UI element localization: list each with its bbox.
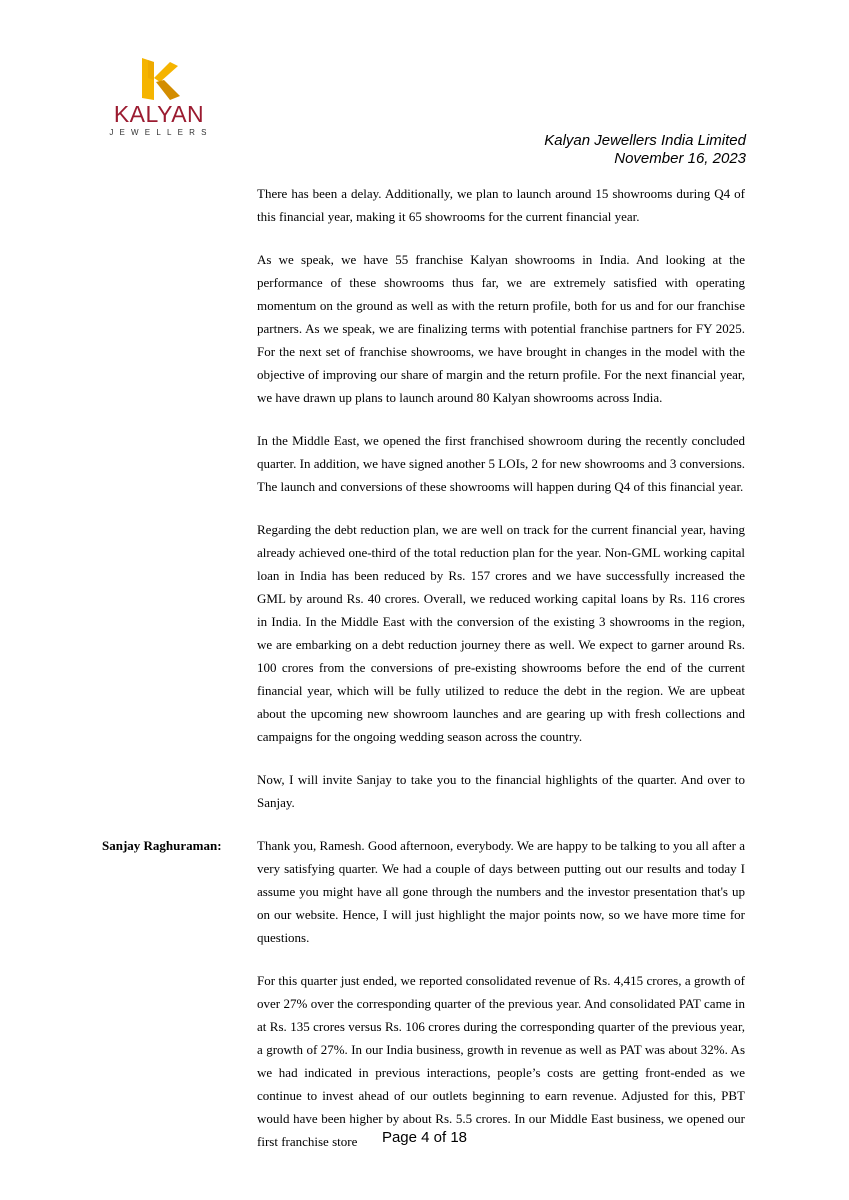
call-date: November 16, 2023 [614, 150, 746, 167]
paragraph: Now, I will invite Sanjay to take you to the financial highlights of the quarter. And over to Sanjay. [257, 772, 745, 810]
kalyan-k-mark-icon [104, 56, 214, 102]
paragraph: Thank you, Ramesh. Good afternoon, everybody. We are happy to be talking to you all after a very satisfying quarter. We had a couple of days between putting out our results and today I assume you might have all gone through the numbers and the investor presentation that's up on our website. Hence, I will just highlight the major points now, so we have more time for questions. [257, 838, 745, 945]
transcript-body [102, 182, 745, 1173]
paragraph: Regarding the debt reduction plan, we are well on track for the current financial year, having already achieved one-third of the total reduction plan for the year. Non-GML working capital loan in India has been reduced by Rs. 157 crores and we have successfully increased the GML by around Rs. 40 crores. Overall, we reduced working capital loans by Rs. 116 crores in India. In the Middle East with the conversion of the existing 3 showrooms in the region, we are embarking on a debt reduction journey there as well. We expect to garner around Rs. 100 crores from the conversions of pre-existing showrooms before the end of the current financial year, which will be fully utilized to reduce the debt in the region. We are upbeat about the upcoming new showroom launches and are gearing up with fresh collections and campaigns for the ongoing wedding season across the country. [257, 522, 745, 744]
speaker-name: Sanjay Raghuraman: [102, 838, 222, 853]
logo-tagline: JEWELLERS [109, 128, 213, 137]
paragraph: For this quarter just ended, we reported consolidated revenue of Rs. 4,415 crores, a growth of over 27% over the corresponding quarter of the previous year. And consolidated PAT came in at Rs. 135 crores versus Rs. 106 crores during the corresponding quarter of the previous year, a growth of 27%. In our India business, growth in revenue as well as PAT was about 32%. As we had indicated in previous interactions, people’s costs are getting front-ended as we continue to invest ahead of our outlets beginning to earn revenue. Adjusted for this, PBT would have been higher by about Rs. 5.5 crores. In our Middle East business, we opened our first franchise store [257, 973, 745, 1149]
logo-name: KALYAN [113, 101, 205, 127]
section-paragraphs [257, 834, 745, 1173]
document-header [544, 132, 746, 168]
paragraph: As we speak, we have 55 franchise Kalyan showrooms in India. And looking at the performance of these showrooms thus far, we are extremely satisfied with operating momentum on the ground as well as with the return profile, both for us and for our franchise partners. As we speak, we are finalizing terms with potential franchise partners for FY 2025. For the next set of franchise showrooms, we have brought in changes in the model with the objective of improving our share of margin and the return profile. For the next financial year, we have drawn up plans to launch around 80 Kalyan showrooms across India. [257, 252, 745, 405]
transcript-section [102, 182, 745, 834]
page-number: Page 4 of 18 [381, 1129, 468, 1146]
speaker-name [102, 182, 257, 834]
company-logo [104, 56, 214, 142]
paragraph: There has been a delay. Additionally, we plan to launch around 15 showrooms during Q4 of this financial year, making it 65 showrooms for the current financial year. [257, 186, 745, 224]
section-paragraphs [257, 182, 745, 834]
company-name: Kalyan Jewellers India Limited [544, 132, 746, 149]
transcript-section [102, 834, 745, 1173]
paragraph: In the Middle East, we opened the first franchised showroom during the recently concluded quarter. In addition, we have signed another 5 LOIs, 2 for new showrooms and 3 conversions. The launch and conversions of these showrooms will happen during Q4 of this financial year. [257, 433, 745, 494]
